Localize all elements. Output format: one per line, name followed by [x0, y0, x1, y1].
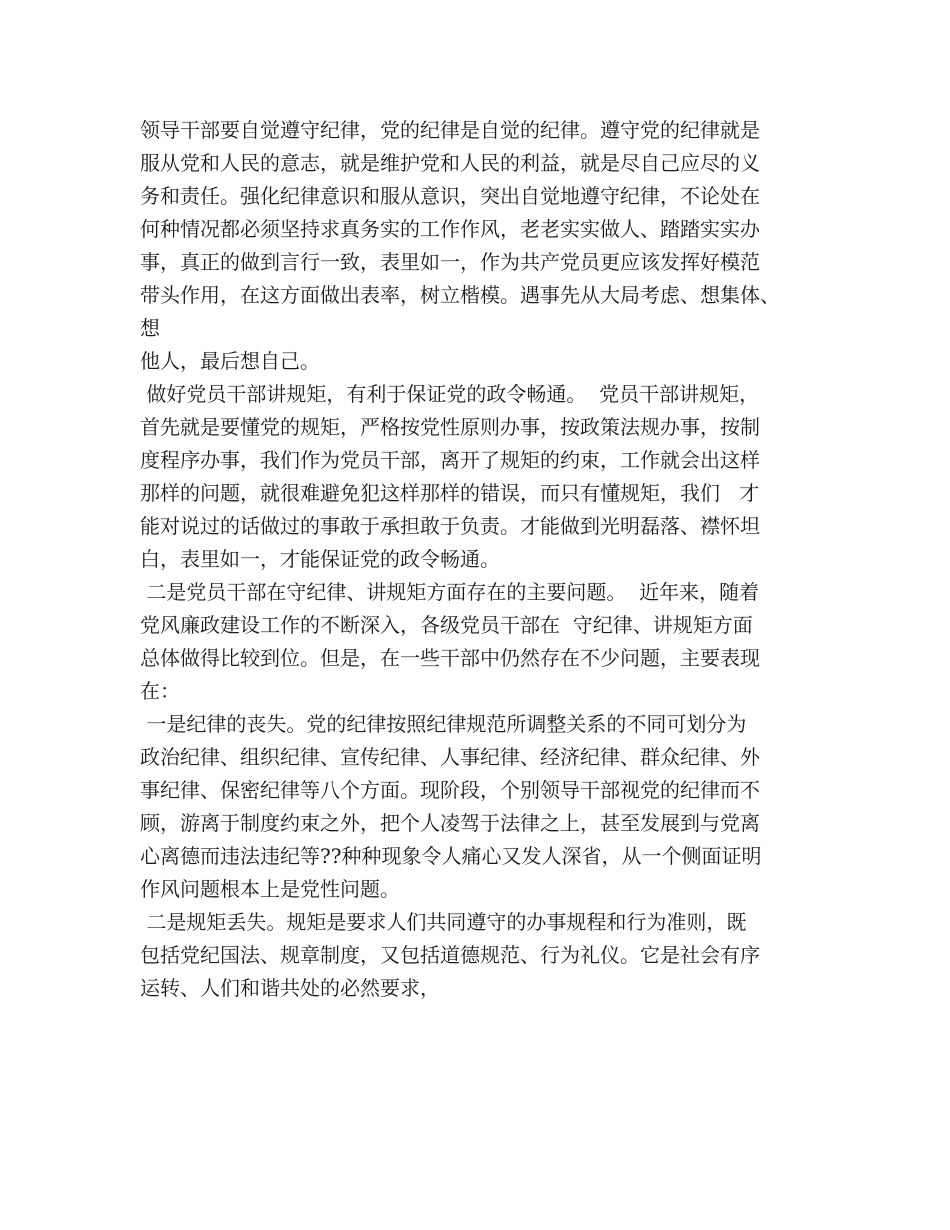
text-line: 做好党员干部讲规矩，有利于保证党的政令畅通。 党员干部讲规矩， [140, 382, 760, 406]
text-line: 白，表里如一，才能保证党的政令畅通。 [140, 547, 500, 571]
text-line: 领导干部要自觉遵守纪律，党的纪律是自觉的纪律。遵守党的纪律就是 [140, 118, 760, 142]
text-line: 想 [140, 316, 160, 340]
text-line: 何种情况都必须坚持求真务实的工作作风，老老实实做人、踏踏实实办 [140, 217, 760, 241]
text-line: 二是规矩丢失。规矩是要求人们共同遵守的办事规程和行为准则，既 [140, 910, 747, 934]
text-line: 事纪律、保密纪律等八个方面。现阶段，个别领导干部视党的纪律而不 [140, 778, 760, 802]
text-line: 一是纪律的丧失。党的纪律按照纪律规范所调整关系的不同可划分为 [140, 712, 747, 736]
text-line: 度程序办事，我们作为党员干部，离开了规矩的约束，工作就会出这样 [140, 448, 760, 472]
text-line: 运转、人们和谐共处的必然要求， [140, 976, 440, 1000]
text-line: 党风廉政建设工作的不断深入，各级党员干部在 守纪律、讲规矩方面 [140, 613, 753, 637]
text-line: 他人，最后想自己。 [140, 349, 320, 373]
text-line: 务和责任。强化纪律意识和服从意识，突出自觉地遵守纪律，不论处在 [140, 184, 760, 208]
text-line: 心离德而违法违纪等??种种现象令人痛心又发人深省，从一个侧面证明 [140, 844, 762, 868]
text-line: 带头作用，在这方面做出表率，树立楷模。遇事先从大局考虑、想集体、 [140, 283, 780, 307]
text-line: 那样的问题，就很难避免犯这样那样的错误，而只有懂规矩，我们 才 [140, 481, 760, 505]
text-line: 在： [140, 679, 180, 703]
body-text [140, 114, 840, 1005]
text-line: 政治纪律、组织纪律、宣传纪律、人事纪律、经济纪律、群众纪律、外 [140, 745, 760, 769]
text-line: 首先就是要懂党的规矩，严格按党性原则办事，按政策法规办事，按制 [140, 415, 760, 439]
text-line: 服从党和人民的意志，就是维护党和人民的利益，就是尽自己应尽的义 [140, 151, 760, 175]
text-line: 二是党员干部在守纪律、讲规矩方面存在的主要问题。 近年来，随着 [140, 580, 760, 604]
text-line: 能对说过的话做过的事敢于承担敢于负责。才能做到光明磊落、襟怀坦 [140, 514, 760, 538]
text-line: 总体做得比较到位。但是，在一些干部中仍然存在不少问题，主要表现 [140, 646, 760, 670]
text-line: 事，真正的做到言行一致，表里如一，作为共产党员更应该发挥好模范 [140, 250, 760, 274]
text-line: 顾，游离于制度约束之外，把个人凌驾于法律之上，甚至发展到与党离 [140, 811, 760, 835]
text-line: 包括党纪国法、规章制度，又包括道德规范、行为礼仪。它是社会有序 [140, 943, 760, 967]
text-line: 作风问题根本上是党性问题。 [140, 877, 400, 901]
